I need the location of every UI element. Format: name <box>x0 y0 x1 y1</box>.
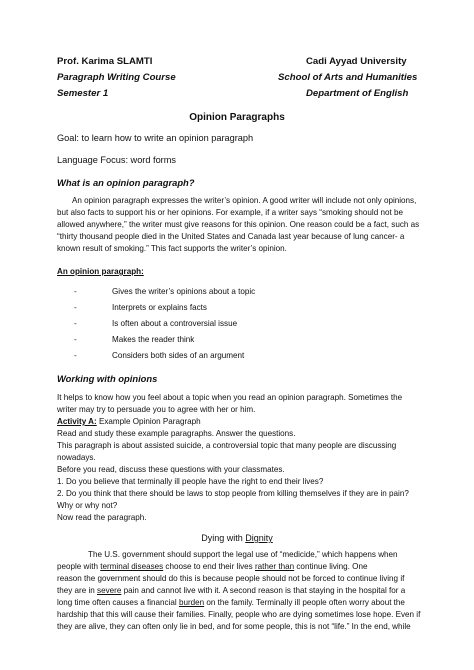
story-text: choose to end their lives <box>163 562 255 571</box>
story-title <box>0 533 474 544</box>
page-title: Opinion Paragraphs <box>189 112 285 123</box>
story-text: long time often causes a financial <box>57 598 179 607</box>
header-department: Department of English <box>306 88 409 99</box>
story-text: people with <box>57 562 101 571</box>
story-text: continue living. One <box>294 562 368 571</box>
story-line: they are alive, they can often only lie in bed, and for some people, this is not “life.” In the end, while <box>57 622 411 631</box>
story-line <box>57 597 405 608</box>
activity-label: Activity A: <box>57 417 97 426</box>
intro-line: allowed anywhere,” the writer must give reasons for this opinion. One reason could be a fact, such as <box>57 220 420 229</box>
header-course: Paragraph Writing Course <box>57 72 176 83</box>
story-line: The U.S. government should support the legal use of “medicide,” which happens when <box>88 550 398 559</box>
section-heading-what: What is an opinion paragraph? <box>57 177 195 188</box>
body-line: It helps to know how you feel about a topic when you read an opinion paragraph. Sometimes the <box>57 393 403 402</box>
list-item: Gives the writer’s opinions about a topic <box>112 287 256 296</box>
body-line: Why or why not? <box>57 501 118 510</box>
body-line: nowadays. <box>57 453 96 462</box>
story-line <box>57 561 367 572</box>
story-title-dignity: Dignity <box>245 533 273 543</box>
intro-line: known result of smoking.” This fact supports the writer’s opinion. <box>57 244 287 253</box>
intro-line: “thirty thousand people died in the United States and Canada last year because of lung cancer- a <box>57 232 405 241</box>
story-title-text: Dying with <box>201 533 246 543</box>
body-line: 1. Do you believe that terminally ill people have the right to end their lives? <box>57 477 324 486</box>
activity-line <box>57 416 201 427</box>
list-dash: - <box>74 287 77 296</box>
body-line: Before you read, discuss these questions with your classmates. <box>57 465 285 474</box>
story-term-burden: burden <box>178 598 205 607</box>
section-heading-working: Working with opinions <box>57 373 158 384</box>
story-text: pain and cannot live with it. A second reason is that staying in the hospital for a <box>121 586 406 595</box>
list-heading: An opinion paragraph: <box>57 267 144 276</box>
header-university: Cadi Ayyad University <box>306 56 407 67</box>
header-school: School of Arts and Humanities <box>278 72 418 83</box>
story-line: reason the government should do this is because people should not be forced to continue living if <box>57 574 405 583</box>
header-professor: Prof. Karima SLAMTI <box>57 56 153 67</box>
focus-line: Language Focus: word forms <box>57 155 176 165</box>
body-line: 2. Do you think that there should be laws to stop people from killing themselves if they are in pain? <box>57 489 409 498</box>
list-item: Considers both sides of an argument <box>112 351 245 360</box>
list-dash: - <box>74 303 77 312</box>
story-term-severe: severe <box>97 586 122 595</box>
list-item: Interprets or explains facts <box>112 303 207 312</box>
list-item: Makes the reader think <box>112 335 195 344</box>
activity-text: Example Opinion Paragraph <box>96 417 201 426</box>
story-text: on the family. Terminally ill people often worry about the <box>204 598 405 607</box>
body-line: This paragraph is about assisted suicide, a controversial topic that many people are discussing <box>57 441 397 450</box>
intro-line: An opinion paragraph expresses the writer’s opinion. A good writer will include not only opinions, <box>72 196 417 205</box>
list-dash: - <box>74 351 77 360</box>
story-line: hardship that this will cause their families. Finally, people who are dying sometimes lose hope. Even if <box>57 610 421 619</box>
story-text: they are in <box>57 586 98 595</box>
body-line: Read and study these example paragraphs. Answer the questions. <box>57 429 296 438</box>
list-dash: - <box>74 319 77 328</box>
story-line <box>57 585 405 596</box>
list-item: Is often about a controversial issue <box>112 319 238 328</box>
story-term-rather-than: rather than <box>254 562 295 571</box>
list-dash: - <box>74 335 77 344</box>
body-line: writer may try to persuade you to agree with her or him. <box>57 405 256 414</box>
intro-line: but also facts to support his or her opinions. For example, if a writer says “smoking should not be <box>57 208 403 217</box>
header-semester: Semester 1 <box>57 88 109 99</box>
body-line: Now read the paragraph. <box>57 513 147 522</box>
story-term-terminal-diseases: terminal diseases <box>100 562 164 571</box>
goal-line: Goal: to learn how to write an opinion paragraph <box>57 133 254 143</box>
